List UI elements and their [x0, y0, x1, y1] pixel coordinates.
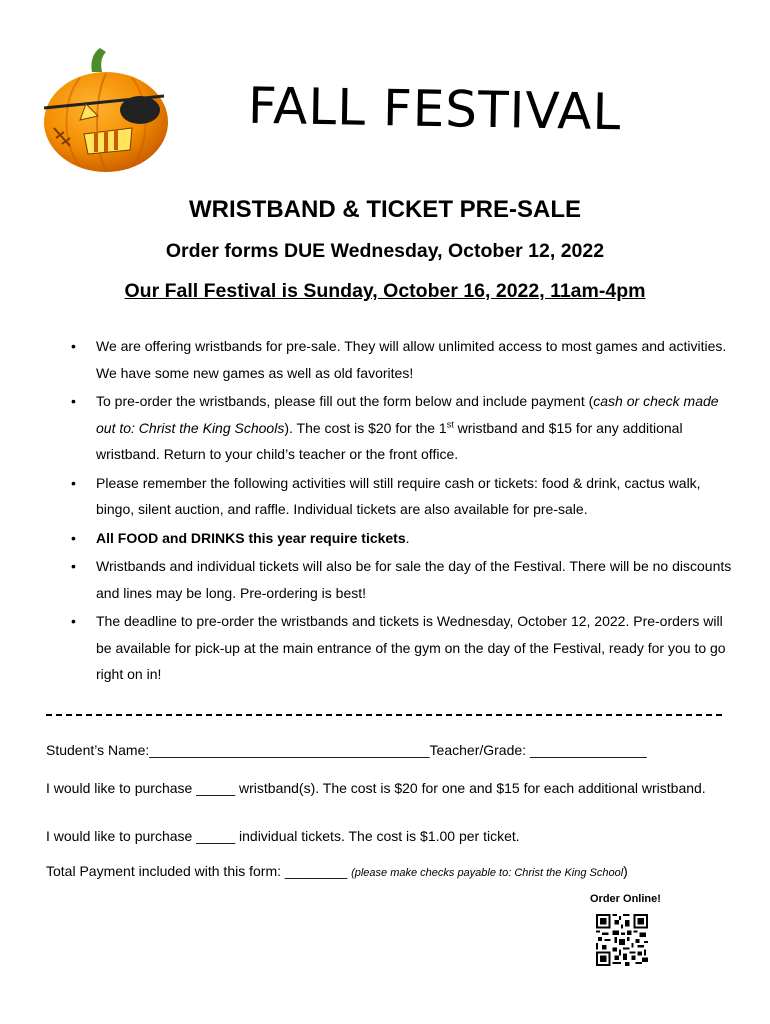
- bullet-item: [68, 608, 738, 688]
- bullet-text: The deadline to pre-order the wristbands and tickets is Wednesday, October 12, 2022. Pre-orders will be available for pick-up at the main entrance of the gym on the day of the Festival, ready for you to go right on in!: [96, 613, 726, 682]
- student-name-field[interactable]: Student’s Name:____________________________________Teacher/Grade: _______________: [46, 742, 647, 758]
- festival-title: FALL FESTIVAL: [247, 76, 622, 142]
- qr-code-icon[interactable]: [596, 914, 648, 966]
- order-online-label: Order Online!: [590, 893, 661, 905]
- bullet-item: [68, 388, 738, 468]
- checks-payable-note: (please make checks payable to: Christ the King School: [351, 867, 624, 879]
- bullet-item: [68, 333, 738, 386]
- due-date-heading: Order forms DUE Wednesday, October 12, 2022: [165, 240, 605, 262]
- info-bullet-list: [68, 333, 738, 690]
- bullet-item: [68, 470, 738, 523]
- bullet-item: [68, 525, 738, 552]
- ticket-quantity-field[interactable]: I would like to purchase _____ individual tickets. The cost is $1.00 per ticket.: [46, 828, 520, 844]
- total-payment-label: Total Payment included with this form: ________: [46, 863, 352, 879]
- bullet-text: Wristbands and individual tickets will also be for sale the day of the Festival. There will be no discounts and lines may be long. Pre-ordering is best!: [96, 558, 732, 601]
- festival-date-heading: Our Fall Festival is Sunday, October 16, 2022, 11am-4pm: [124, 280, 646, 302]
- ordinal-suffix: st: [446, 418, 454, 429]
- food-drink-notice: All FOOD and DRINKS this year require tickets: [96, 529, 406, 546]
- cut-line-divider: [46, 714, 722, 716]
- bullet-text: .: [405, 529, 410, 546]
- jack-o-lantern-icon: [40, 46, 172, 176]
- bullet-text: To pre-order the wristbands, please fill out the form below and include payment (: [96, 393, 594, 409]
- bullet-text: wristband and $15 for any additional wristband. Return to your child’s teacher or the front office.: [96, 419, 683, 462]
- bullet-text: Please remember the following activities will still require cash or tickets: food & drink, cactus walk, bingo, silent auction, and raffle. Individual tickets are also available for pre-sale.: [96, 474, 701, 517]
- bullet-item: [68, 553, 738, 606]
- bullet-text: We are offering wristbands for pre-sale. They will allow unlimited access to most games and activities. We have some new games as well as old favorites!: [96, 338, 727, 381]
- payment-method-text: cash or check made out to: Christ the King Schools: [96, 393, 719, 436]
- presale-heading: WRISTBAND & TICKET PRE-SALE: [189, 196, 581, 223]
- total-payment-field[interactable]: [46, 863, 736, 882]
- bullet-text: ). The cost is $20 for the 1: [284, 419, 447, 436]
- checks-payable-close: ): [623, 863, 628, 879]
- wristband-quantity-field[interactable]: I would like to purchase _____ wristband(s). The cost is $20 for one and $15 for each additional wristband.: [46, 780, 706, 796]
